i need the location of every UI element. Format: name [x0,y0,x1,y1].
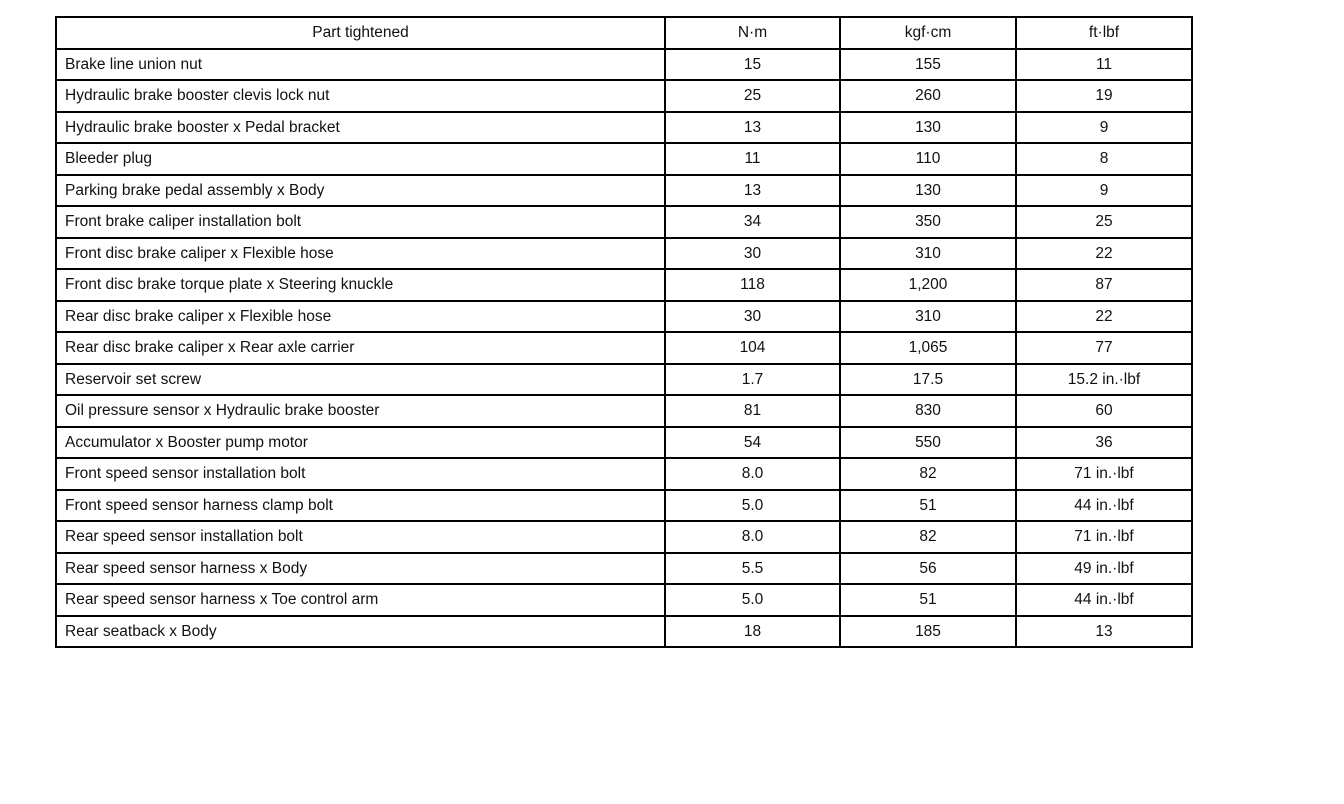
nm-cell: 104 [665,332,840,364]
nm-cell: 30 [665,301,840,333]
table-row [56,206,1192,238]
kgf-cell: 82 [840,458,1016,490]
nm-cell: 5.5 [665,553,840,585]
nm-cell: 5.0 [665,584,840,616]
kgf-cell: 51 [840,584,1016,616]
torque-spec-table [55,16,1193,648]
table-body [56,49,1192,648]
ft-lbf-cell: 71 in.·lbf [1016,521,1192,553]
table-row [56,395,1192,427]
part-cell: Brake line union nut [56,49,665,81]
kgf-cell: 17.5 [840,364,1016,396]
nm-cell: 54 [665,427,840,459]
header-newton-meter: N·m [665,17,840,49]
kgf-cell: 1,065 [840,332,1016,364]
table-row [56,175,1192,207]
part-cell: Front disc brake torque plate x Steering knuckle [56,269,665,301]
part-cell: Reservoir set screw [56,364,665,396]
nm-cell: 5.0 [665,490,840,522]
kgf-cell: 350 [840,206,1016,238]
kgf-cell: 51 [840,490,1016,522]
kgf-cell: 82 [840,521,1016,553]
nm-cell: 13 [665,112,840,144]
ft-lbf-cell: 36 [1016,427,1192,459]
table-row [56,80,1192,112]
table-row [56,553,1192,585]
kgf-cell: 185 [840,616,1016,648]
part-cell: Rear speed sensor harness x Toe control arm [56,584,665,616]
nm-cell: 8.0 [665,458,840,490]
table-row [56,364,1192,396]
part-cell: Front speed sensor harness clamp bolt [56,490,665,522]
part-cell: Rear disc brake caliper x Rear axle carrier [56,332,665,364]
table-row [56,301,1192,333]
nm-cell: 34 [665,206,840,238]
table-row [56,49,1192,81]
table-row [56,616,1192,648]
nm-cell: 11 [665,143,840,175]
part-cell: Hydraulic brake booster x Pedal bracket [56,112,665,144]
kgf-cell: 310 [840,238,1016,270]
kgf-cell: 830 [840,395,1016,427]
table-row [56,332,1192,364]
nm-cell: 18 [665,616,840,648]
part-cell: Front speed sensor installation bolt [56,458,665,490]
part-cell: Rear speed sensor installation bolt [56,521,665,553]
table-row [56,490,1192,522]
ft-lbf-cell: 9 [1016,175,1192,207]
table-row [56,458,1192,490]
nm-cell: 13 [665,175,840,207]
ft-lbf-cell: 87 [1016,269,1192,301]
ft-lbf-cell: 15.2 in.·lbf [1016,364,1192,396]
header-ft-lbf: ft·lbf [1016,17,1192,49]
nm-cell: 8.0 [665,521,840,553]
ft-lbf-cell: 22 [1016,301,1192,333]
ft-lbf-cell: 71 in.·lbf [1016,458,1192,490]
kgf-cell: 550 [840,427,1016,459]
kgf-cell: 130 [840,112,1016,144]
part-cell: Front disc brake caliper x Flexible hose [56,238,665,270]
part-cell: Rear disc brake caliper x Flexible hose [56,301,665,333]
kgf-cell: 130 [840,175,1016,207]
table-row [56,143,1192,175]
part-cell: Accumulator x Booster pump motor [56,427,665,459]
part-cell: Oil pressure sensor x Hydraulic brake booster [56,395,665,427]
kgf-cell: 1,200 [840,269,1016,301]
ft-lbf-cell: 19 [1016,80,1192,112]
kgf-cell: 260 [840,80,1016,112]
ft-lbf-cell: 11 [1016,49,1192,81]
nm-cell: 15 [665,49,840,81]
header-part-tightened: Part tightened [56,17,665,49]
ft-lbf-cell: 8 [1016,143,1192,175]
ft-lbf-cell: 44 in.·lbf [1016,490,1192,522]
table-row [56,269,1192,301]
kgf-cell: 310 [840,301,1016,333]
ft-lbf-cell: 60 [1016,395,1192,427]
ft-lbf-cell: 49 in.·lbf [1016,553,1192,585]
ft-lbf-cell: 22 [1016,238,1192,270]
ft-lbf-cell: 13 [1016,616,1192,648]
part-cell: Bleeder plug [56,143,665,175]
table-row [56,427,1192,459]
kgf-cell: 56 [840,553,1016,585]
part-cell: Hydraulic brake booster clevis lock nut [56,80,665,112]
ft-lbf-cell: 77 [1016,332,1192,364]
table-row [56,584,1192,616]
table-row [56,521,1192,553]
part-cell: Rear speed sensor harness x Body [56,553,665,585]
nm-cell: 30 [665,238,840,270]
part-cell: Front brake caliper installation bolt [56,206,665,238]
nm-cell: 118 [665,269,840,301]
part-cell: Parking brake pedal assembly x Body [56,175,665,207]
kgf-cell: 110 [840,143,1016,175]
ft-lbf-cell: 25 [1016,206,1192,238]
table-row [56,238,1192,270]
kgf-cell: 155 [840,49,1016,81]
header-row [56,17,1192,49]
ft-lbf-cell: 9 [1016,112,1192,144]
ft-lbf-cell: 44 in.·lbf [1016,584,1192,616]
part-cell: Rear seatback x Body [56,616,665,648]
table-header [56,17,1192,49]
header-kgf-cm: kgf·cm [840,17,1016,49]
nm-cell: 25 [665,80,840,112]
table-row [56,112,1192,144]
nm-cell: 1.7 [665,364,840,396]
nm-cell: 81 [665,395,840,427]
